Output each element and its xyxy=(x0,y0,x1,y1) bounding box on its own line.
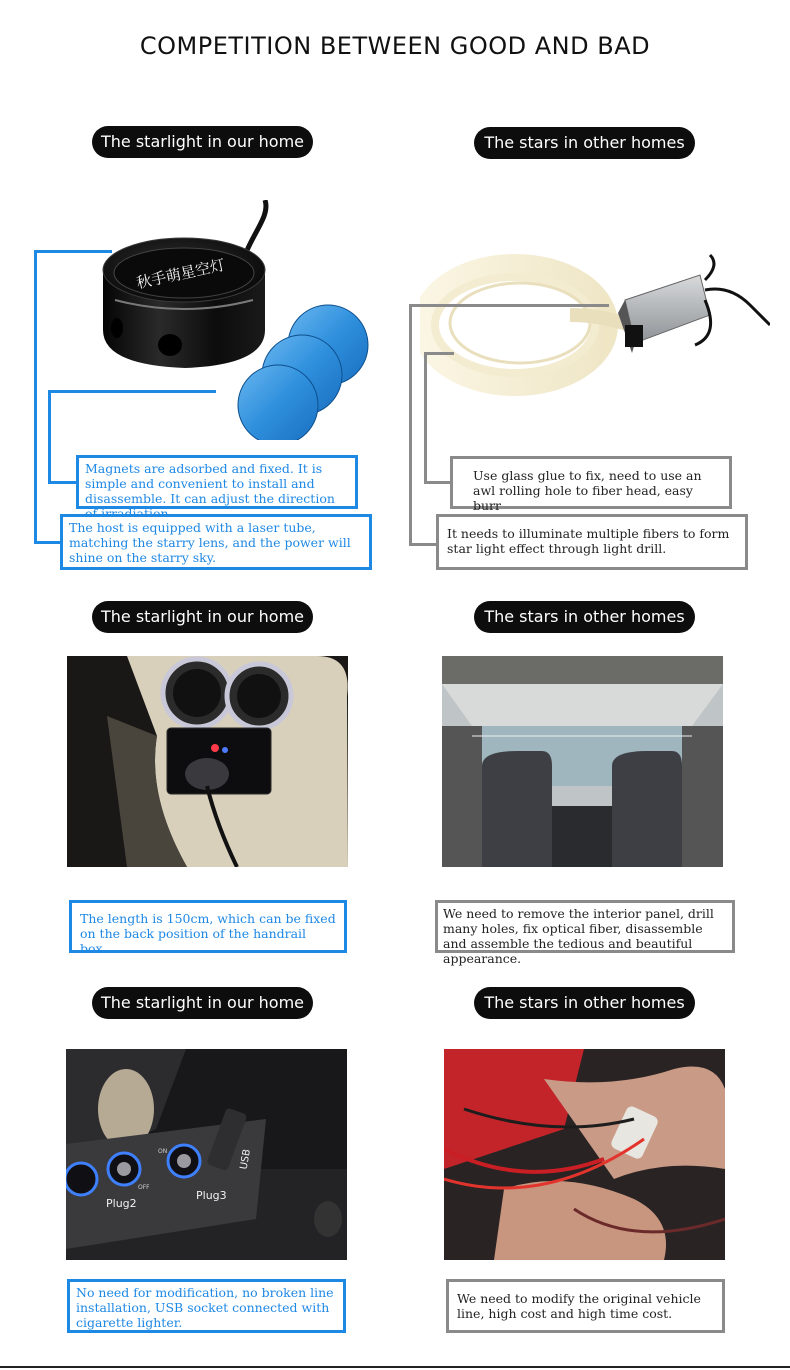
connector-line xyxy=(424,352,427,484)
label-other-homes-1: The stars in other homes xyxy=(474,127,695,159)
wiring-modification-photo xyxy=(444,1049,725,1260)
armrest-installation-photo xyxy=(67,656,348,867)
note-laser-host: The host is equipped with a laser tube, matching the starry lens, and the power will shine on the starry sky. xyxy=(60,514,372,570)
fiber-optic-kit-image xyxy=(420,245,770,405)
connector-line xyxy=(34,541,62,544)
connector-line xyxy=(48,390,216,393)
usb-label: USB xyxy=(238,1148,254,1171)
connector-line xyxy=(409,304,412,546)
plug2-label: Plug2 xyxy=(106,1197,137,1210)
note-glass-glue: Use glass glue to fix, need to use an awl rolling hole to fiber head, easy burr xyxy=(450,456,732,509)
bottom-divider xyxy=(0,1366,790,1368)
connector-line xyxy=(424,352,454,355)
label-other-homes-3: The stars in other homes xyxy=(474,987,695,1019)
label-other-homes-2: The stars in other homes xyxy=(474,601,695,633)
plug3-label: Plug3 xyxy=(196,1189,227,1202)
note-modify-vehicle-line: We need to modify the original vehicle line, high cost and high time cost. xyxy=(446,1279,725,1333)
connector-line xyxy=(424,481,451,484)
connector-line xyxy=(34,250,112,253)
usb-cigarette-socket-photo xyxy=(66,1049,347,1260)
label-our-home-2: The starlight in our home xyxy=(92,601,313,633)
label-our-home-1: The starlight in our home xyxy=(92,126,313,158)
connector-line xyxy=(48,390,51,484)
note-no-modification: No need for modification, no broken line installation, USB socket connected with cigarette lighter. xyxy=(67,1279,346,1333)
connector-line xyxy=(34,250,37,544)
note-150cm: The length is 150cm, which can be fixed on the back position of the handrail box. xyxy=(69,900,347,953)
starlight-host-product-image xyxy=(95,200,385,440)
connector-line xyxy=(409,304,609,307)
note-light-drill: It needs to illuminate multiple fibers to form star light effect through light drill. xyxy=(436,514,748,570)
off-label: OFF xyxy=(138,1184,150,1191)
connector-line xyxy=(409,543,437,546)
note-magnets: Magnets are adsorbed and fixed. It is simple and convenient to install and disassemble. It can adjust the direction xyxy=(76,455,358,509)
on-label: ON xyxy=(158,1148,168,1155)
connector-line xyxy=(48,481,78,484)
note-remove-panel: We need to remove the interior panel, drill many holes, fix optical fiber, disassemble and assemble the tedious and beautiful appearance. xyxy=(435,900,735,953)
label-our-home-3: The starlight in our home xyxy=(92,987,313,1019)
car-interior-headliner-photo xyxy=(442,656,723,867)
page-title: COMPETITION BETWEEN GOOD AND BAD xyxy=(139,32,651,60)
device-logo-text: 秋手萌星空灯 xyxy=(134,255,227,293)
